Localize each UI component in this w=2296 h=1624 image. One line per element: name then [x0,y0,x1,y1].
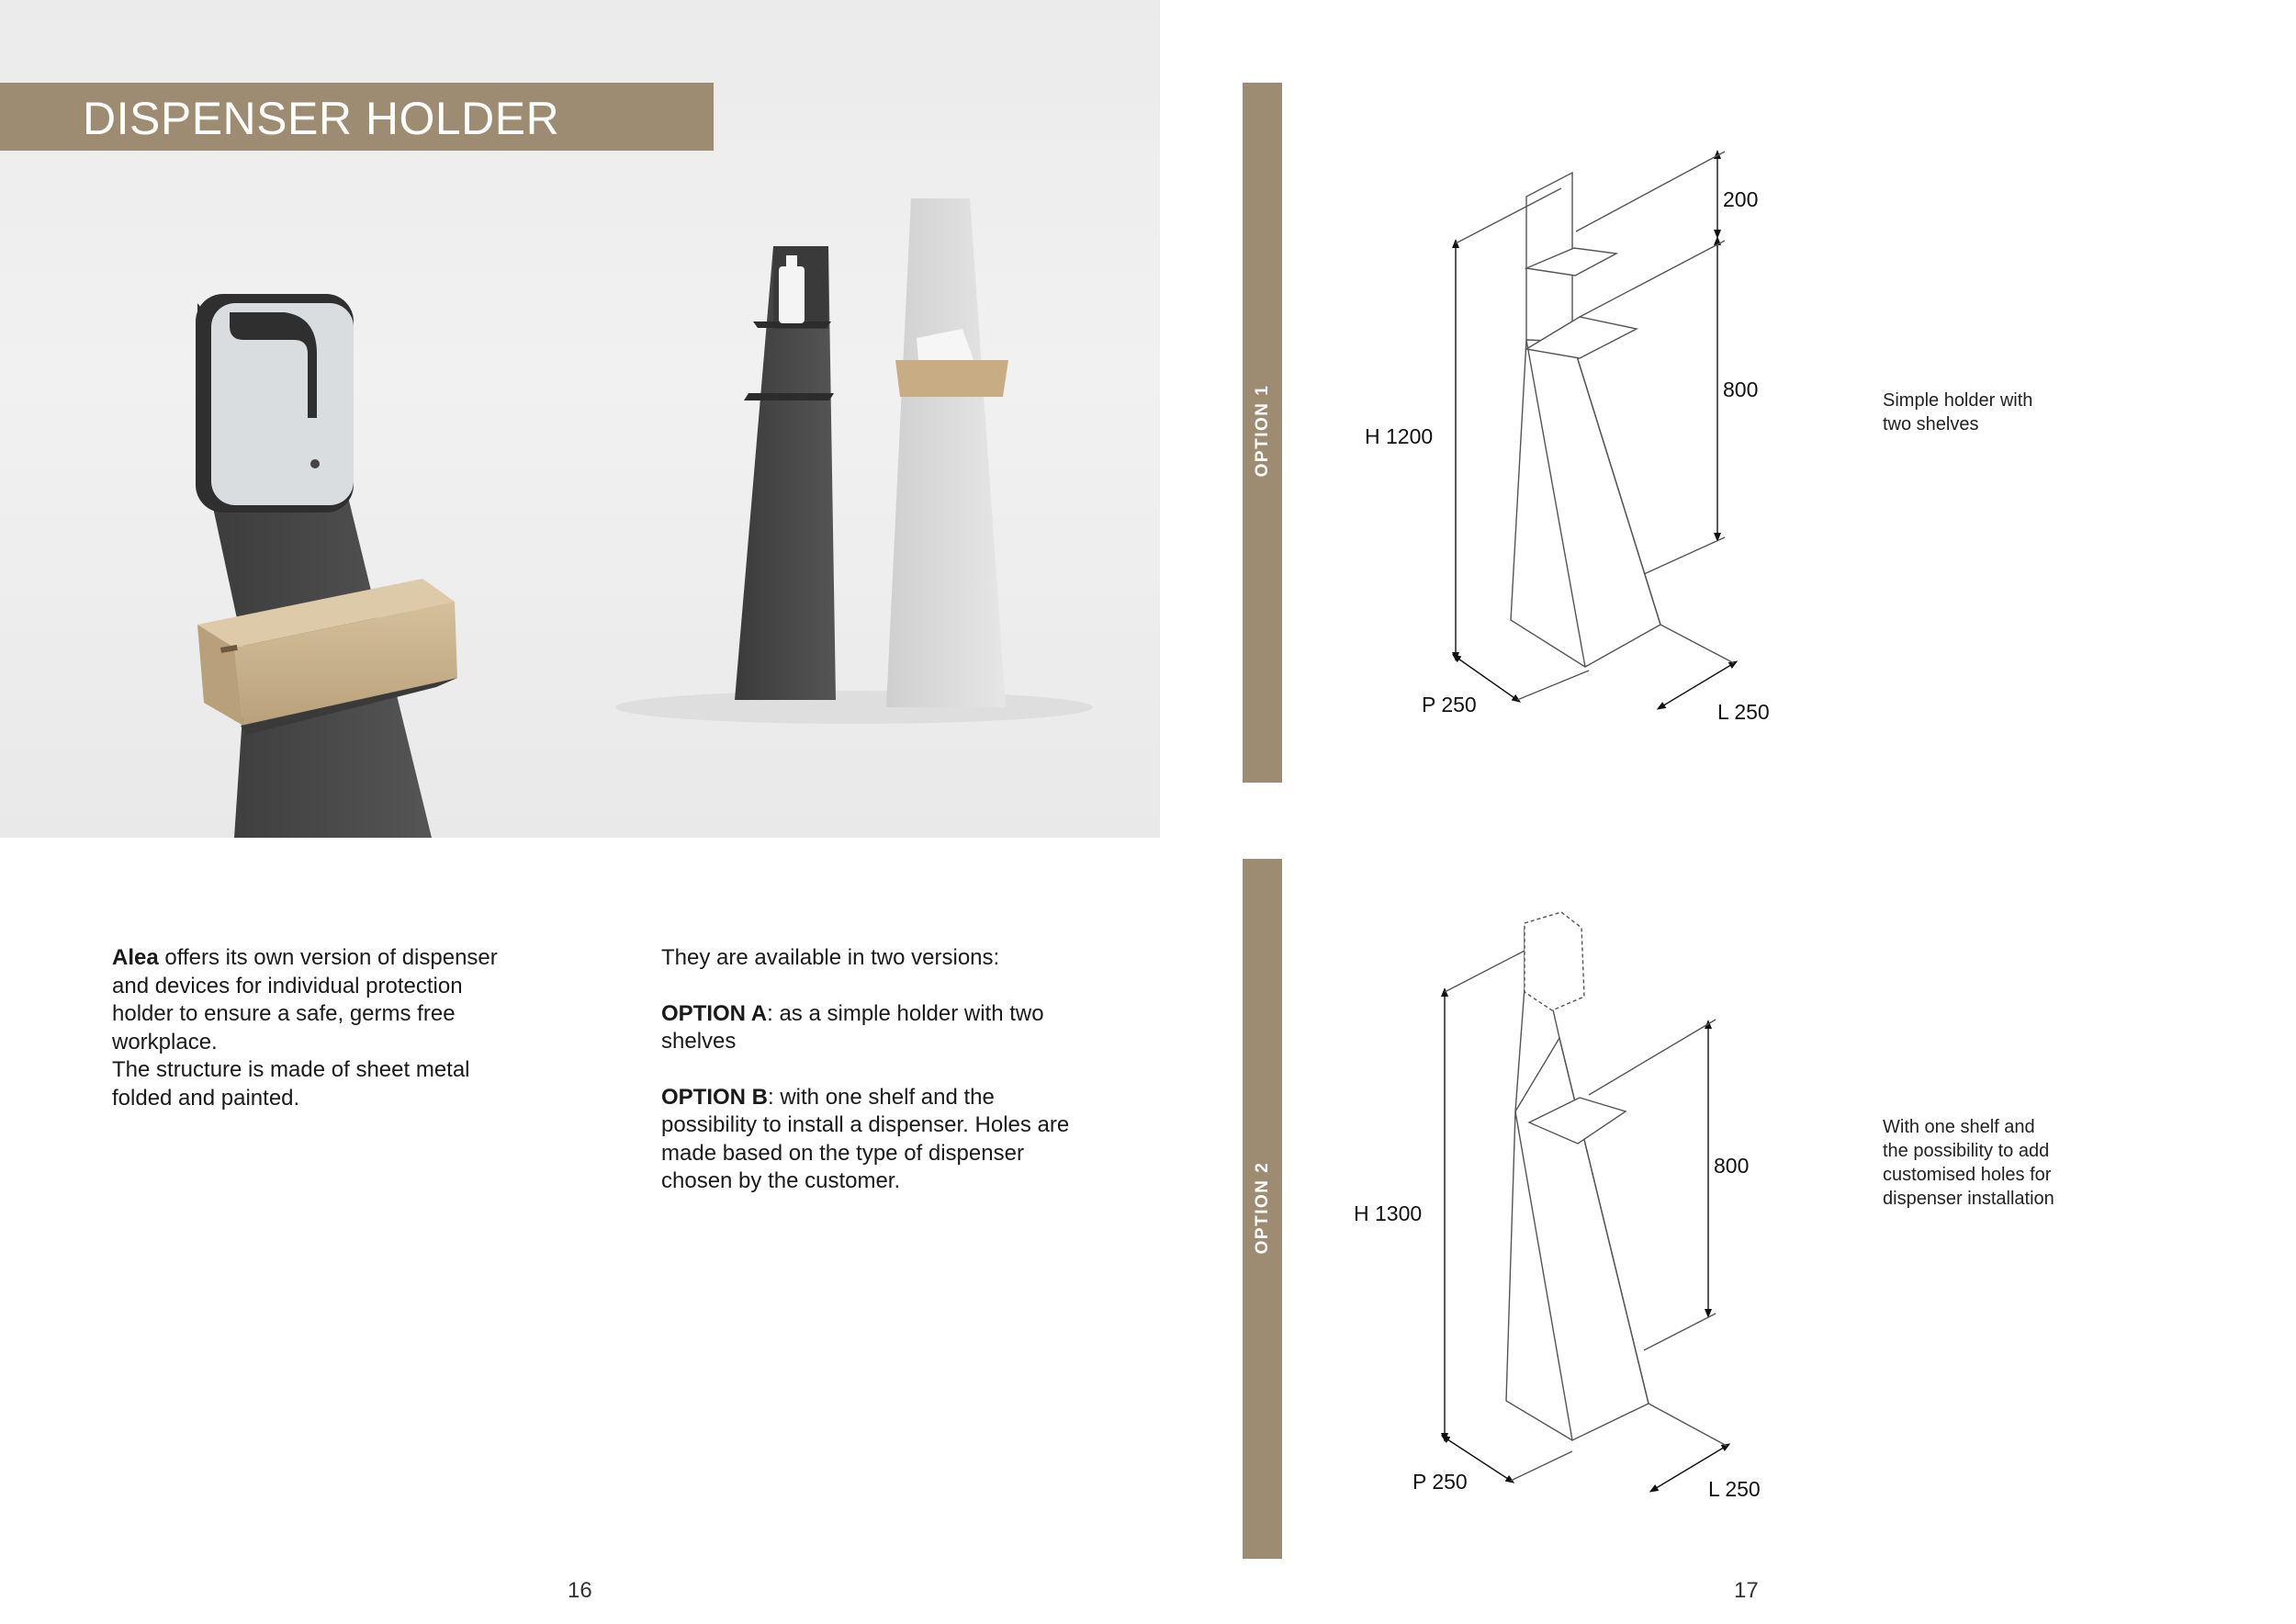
option-a-label: OPTION A [661,1000,768,1026]
option-2-note-line-4: dispenser installation [1883,1189,2054,1209]
option-2-note-line-2: the possibility to add [1883,1141,2050,1161]
option-b-text: : with one shelf and the [768,1084,995,1110]
intro-line-6: folded and painted. [112,1085,300,1111]
option-2-label: OPTION 2 [1253,1161,1272,1255]
brand-name: Alea [112,945,159,970]
intro-line-3: holder to ensure a safe, germs free [112,1001,456,1026]
intro-line-5: The structure is made of sheet metal [112,1057,470,1082]
versions-heading: They are available in two versions: [661,945,1000,970]
option-1-dim-800: 800 [1723,378,1759,401]
option-1-dim-200: 200 [1723,187,1759,211]
option-b-text-2: possibility to install a dispenser. Holes are [661,1112,1070,1137]
option-1-note [1883,389,2032,436]
option-2-dim-width: L 250 [1708,1477,1761,1501]
option-1-note-line-2: two shelves [1883,414,1979,434]
option-2-dim-800: 800 [1714,1154,1750,1178]
option-1-dim-depth: P 250 [1422,693,1477,716]
option-2-note-line-3: customised holes for [1883,1165,2052,1185]
option-1-label: OPTION 1 [1253,384,1272,478]
option-1-dim-height: H 1200 [1365,424,1434,448]
option-1-drawing [1456,152,1734,707]
option-b-label: OPTION B [661,1084,769,1110]
option-2-note-line-1: With one shelf and [1883,1117,2035,1137]
intro-line-2: and devices for individual protection [112,973,463,998]
option-a-text-2: shelves [661,1029,737,1054]
option-1-dim-width: L 250 [1717,700,1770,724]
option-1-note-line-1: Simple holder with [1883,390,2033,411]
page-title: DISPENSER HOLDER [83,93,560,144]
option-b-text-4: chosen by the customer. [661,1168,901,1193]
option-2-dim-depth: P 250 [1412,1470,1468,1494]
intro-line-1: offers its own version of dispenser [158,945,498,970]
option-b-text-3: made based on the type of dispenser [661,1140,1024,1166]
option-2-note [1883,1115,2054,1211]
option-2-dim-height: H 1300 [1354,1201,1423,1225]
option-a-text: : as a simple holder with two [767,1000,1044,1026]
option-2-drawing [1445,912,1727,1490]
page-number-right: 17 [1734,1578,1759,1603]
page-number-left: 16 [568,1578,592,1603]
intro-line-4: workplace. [112,1029,218,1054]
